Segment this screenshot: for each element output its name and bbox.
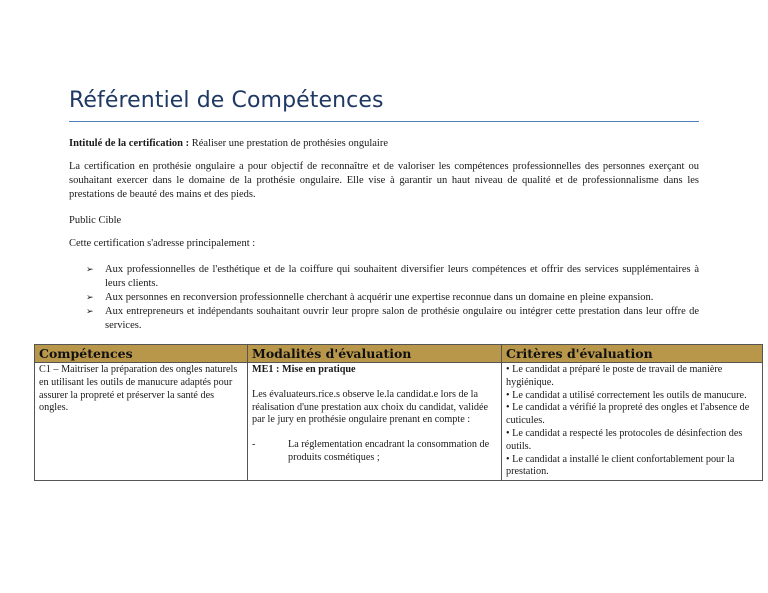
dash-marker: - <box>252 439 256 451</box>
modalite-text: Les évaluateurs.rice.s observe le.la candidat.e lors de la réalisation d'une prestation aux choix du candidat, validée par le jury en prothésie ongulaire prenant en compte : <box>252 388 489 426</box>
public-cible-heading: Public Cible <box>69 215 122 226</box>
title-underline <box>69 121 699 122</box>
arrowhead-icon: ➢ <box>86 265 94 275</box>
modalite-item-text: La réglementation encadrant la consommation de produits cosmétiques ; <box>288 439 490 463</box>
table-header-row <box>35 345 763 363</box>
intro-paragraph: La certification en prothésie ongulaire a pour objectif de reconnaître et de valoriser les compétences professionnelles des personnes exerçant ou souhaitant exercer dans le domaine de la prothésie ongulaire. Elle vise à garantir un haut niveau de qualité et de professionnalisme dans les prestations de beauté des mains et des pieds. <box>69 161 699 200</box>
critere-item: • Le candidat a installé le client confortablement pour la prestation. <box>506 453 735 478</box>
certification-title-label: Intitulé de la certification : <box>69 138 190 149</box>
critere-item: • Le candidat a préparé le poste de travail de manière hygiénique. <box>506 364 723 388</box>
certification-title-line <box>69 137 699 151</box>
list-item-text: Aux entrepreneurs et indépendants souhaitant ouvrir leur propre salon de prothésie ongulaire ou intégrer cette prestation dans leur offre de services. <box>105 306 699 331</box>
list-item-text: Aux professionnelles de l'esthétique et de la coiffure qui souhaitent diversifier leurs compétences et offrir des services supplémentaires à leurs clients. <box>105 264 699 289</box>
header-competences: Compétences <box>35 345 248 363</box>
list-item <box>86 305 699 333</box>
list-item-text: Aux personnes en reconversion professionnelle cherchant à acquérir une expertise reconnue dans un domaine en pleine expansion. <box>105 292 654 303</box>
competence-cell: C1 – Maitriser la préparation des ongles naturels en utilisant les outils de manucure adaptés pour assurer la propreté et préserver la santé des ongles. <box>35 363 248 481</box>
arrowhead-icon: ➢ <box>86 293 94 303</box>
modalite-cell <box>248 363 502 481</box>
spacer <box>252 427 497 439</box>
header-modalites: Modalités d'évaluation <box>248 345 502 363</box>
modalite-title: ME1 : Mise en pratique <box>252 364 356 375</box>
competences-table <box>34 344 763 481</box>
modalite-item <box>252 439 497 465</box>
critere-item: • Le candidat a respecté les protocoles de désinfection des outils. <box>506 427 743 452</box>
page-title: Référentiel de Compétences <box>69 88 384 113</box>
list-item <box>86 291 699 305</box>
header-criteres: Critères d'évaluation <box>502 345 763 363</box>
critere-item: • Le candidat a vérifié la propreté des ongles et l'absence de cuticules. <box>506 402 750 427</box>
criteres-cell <box>502 363 763 481</box>
certification-title-value: Réaliser une prestation de prothésies ongulaire <box>189 138 388 149</box>
audience-list <box>86 263 699 333</box>
audience-intro: Cette certification s'adresse principalement : <box>69 238 256 249</box>
critere-item: • Le candidat a utilisé correctement les outils de manucure. <box>506 389 747 401</box>
table-row <box>35 363 763 481</box>
arrowhead-icon: ➢ <box>86 307 94 317</box>
list-item <box>86 263 699 291</box>
